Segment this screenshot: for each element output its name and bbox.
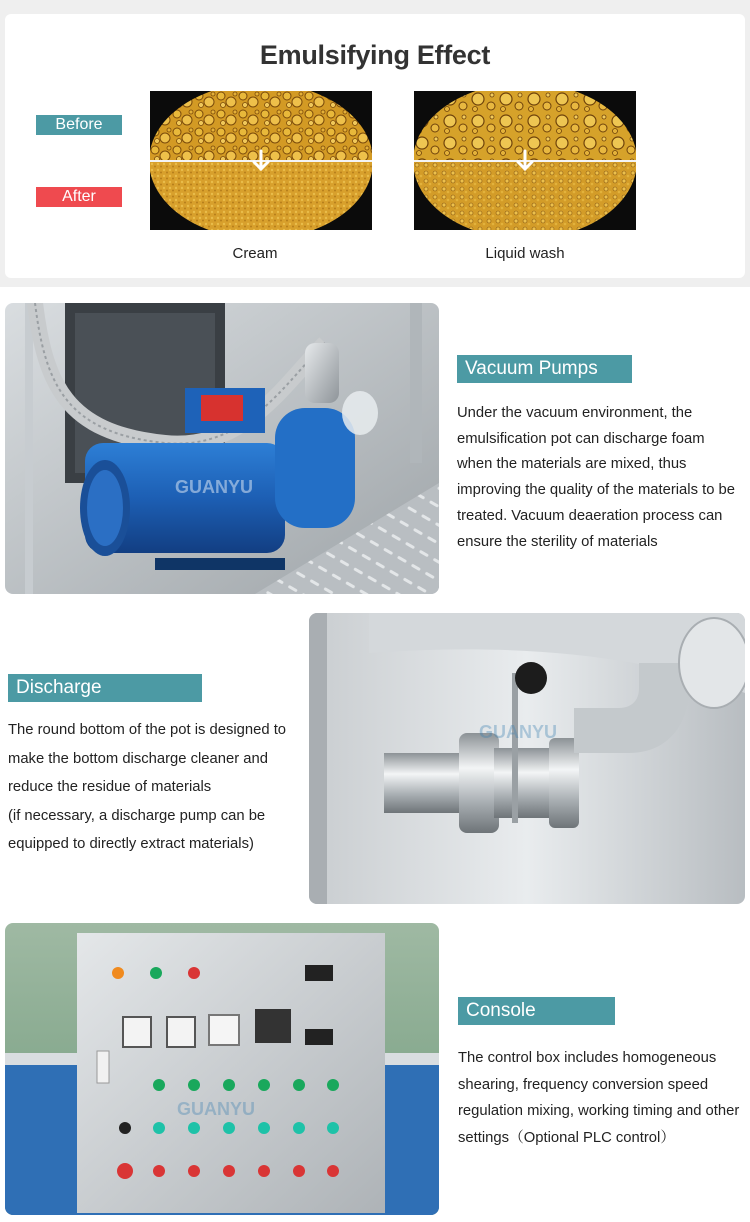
discharge-text: [8, 716, 306, 859]
vacuum-pumps-label: Vacuum Pumps: [457, 355, 632, 383]
console-photo: [5, 923, 439, 1215]
cream-caption: Cream: [232, 245, 278, 262]
before-tag: Before: [36, 115, 122, 135]
liquid-wash-caption: Liquid wash: [485, 245, 565, 262]
discharge-note: (if necessary, a discharge pump can be equipped to directly extract materials): [8, 807, 266, 852]
svg-text:GUANYU: GUANYU: [479, 722, 558, 742]
liquid-wash-micrograph: [414, 91, 636, 230]
cream-micrograph: [150, 91, 372, 230]
emulsifying-title: Emulsifying Effect: [259, 40, 491, 70]
discharge-valve-photo: [309, 613, 745, 904]
discharge-body: The round bottom of the pot is designed to make the bottom discharge cleaner and reduce the residue of materials: [8, 722, 287, 795]
svg-text:GUANYU: GUANYU: [177, 1099, 256, 1119]
console-label: Console: [458, 997, 615, 1025]
vacuum-pumps-text: [457, 401, 742, 555]
microscope-vignette: [150, 91, 372, 230]
microscope-vignette: [414, 91, 636, 230]
svg-text:GUANYU: GUANYU: [175, 477, 254, 497]
vacuum-pump-photo: [5, 303, 439, 594]
after-tag: After: [36, 187, 122, 207]
discharge-label: Discharge: [8, 674, 202, 702]
vacuum-pumps-body: Under the vacuum environment, the emulsification pot can discharge foam when the materials are mixed, thus improving the quality of the materials to be treated. Vacuum deaeration process can ensure the sterility of materials: [457, 405, 735, 550]
console-body: The control box includes homogeneous shearing, frequency conversion speed regulation mixing, working timing and other settings（Optional PLC control）: [458, 1050, 740, 1146]
console-text: [458, 1045, 743, 1151]
